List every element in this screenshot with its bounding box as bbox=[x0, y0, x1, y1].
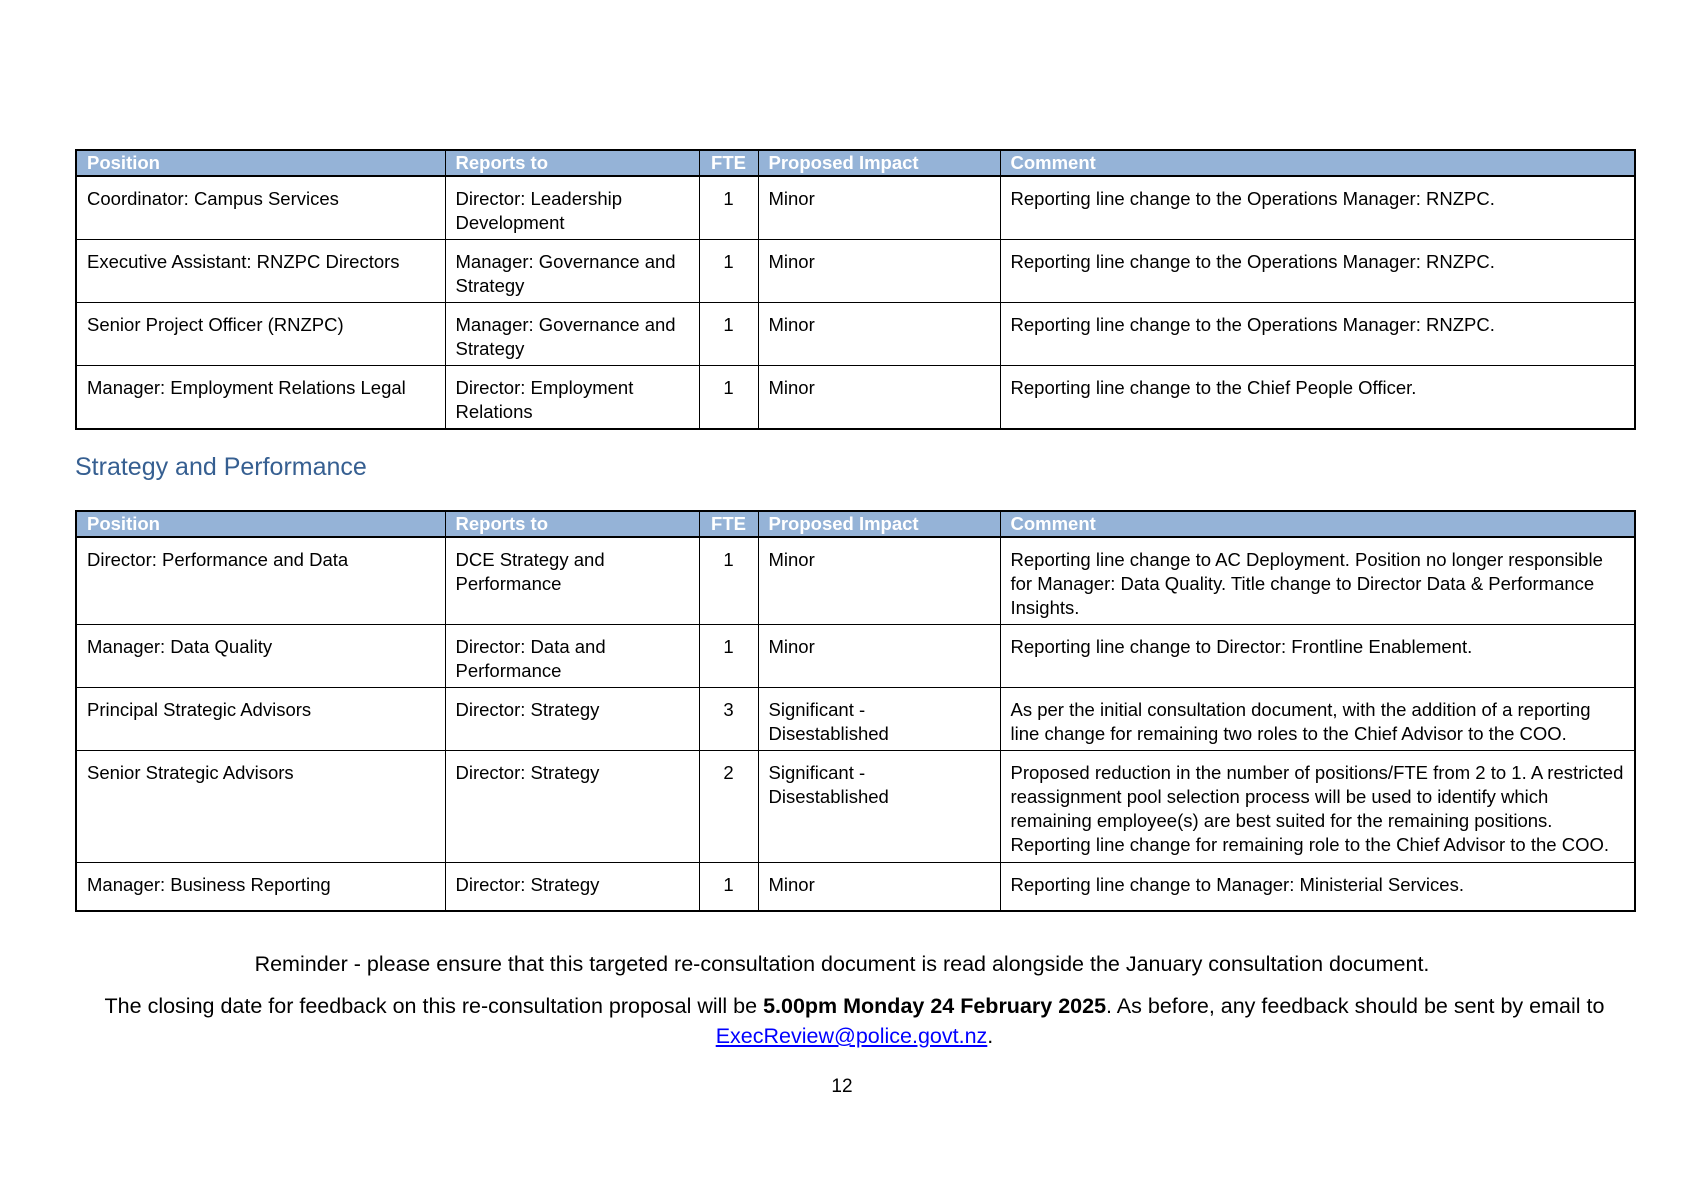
closing-prefix: The closing date for feedback on this re-consultation proposal will be bbox=[104, 994, 764, 1018]
cell-proposed-impact: Minor bbox=[758, 366, 1000, 430]
table-header-row bbox=[76, 511, 1635, 537]
cell-position: Principal Strategic Advisors bbox=[76, 688, 445, 751]
cell-fte: 2 bbox=[699, 751, 758, 863]
section-heading: Strategy and Performance bbox=[75, 453, 367, 481]
cell-proposed-impact: Minor bbox=[758, 176, 1000, 240]
cell-position: Manager: Employment Relations Legal bbox=[76, 366, 445, 430]
header-proposed-impact: Proposed Impact bbox=[758, 511, 1000, 537]
table-row bbox=[76, 688, 1635, 751]
cell-reports-to: Director: Strategy bbox=[445, 688, 699, 751]
header-comment: Comment bbox=[1000, 150, 1635, 176]
header-position: Position bbox=[76, 511, 445, 537]
reminder-text: Reminder - please ensure that this targeted re-consultation document is read alongside the January consultation document. bbox=[254, 952, 1430, 976]
cell-comment: Reporting line change to the Operations Manager: RNZPC. bbox=[1000, 303, 1635, 366]
cell-fte: 1 bbox=[699, 625, 758, 688]
table-row bbox=[76, 751, 1635, 863]
cell-comment: Reporting line change to AC Deployment. Position no longer responsible for Manager: Data Quality. Title change to Director Data & Performance Insights. bbox=[1000, 537, 1635, 625]
cell-position: Senior Project Officer (RNZPC) bbox=[76, 303, 445, 366]
cell-proposed-impact: Minor bbox=[758, 537, 1000, 625]
table-row bbox=[76, 537, 1635, 625]
header-reports-to: Reports to bbox=[445, 511, 699, 537]
cell-proposed-impact: Minor bbox=[758, 863, 1000, 911]
page-number: 12 bbox=[831, 1076, 853, 1097]
cell-fte: 1 bbox=[699, 863, 758, 911]
cell-comment: Reporting line change to Director: Frontline Enablement. bbox=[1000, 625, 1635, 688]
cell-reports-to: Director: Employment Relations bbox=[445, 366, 699, 430]
cell-proposed-impact: Minor bbox=[758, 303, 1000, 366]
cell-position: Director: Performance and Data bbox=[76, 537, 445, 625]
closing-date: 5.00pm Monday 24 February 2025 bbox=[763, 994, 1107, 1018]
header-proposed-impact: Proposed Impact bbox=[758, 150, 1000, 176]
closing-mid: . As before, any feedback should be sent by email to bbox=[1106, 994, 1605, 1018]
cell-proposed-impact: Minor bbox=[758, 625, 1000, 688]
header-fte: FTE bbox=[699, 511, 758, 537]
cell-position: Executive Assistant: RNZPC Directors bbox=[76, 240, 445, 303]
cell-comment: Reporting line change to the Operations Manager: RNZPC. bbox=[1000, 240, 1635, 303]
closing-suffix: . bbox=[987, 1024, 994, 1048]
positions-table-2 bbox=[75, 510, 1636, 912]
cell-position: Coordinator: Campus Services bbox=[76, 176, 445, 240]
cell-fte: 1 bbox=[699, 537, 758, 625]
table-row bbox=[76, 863, 1635, 911]
cell-reports-to: Director: Strategy bbox=[445, 863, 699, 911]
cell-proposed-impact: Minor bbox=[758, 240, 1000, 303]
table-row bbox=[76, 366, 1635, 430]
cell-fte: 1 bbox=[699, 240, 758, 303]
cell-comment: Reporting line change to Manager: Ministerial Services. bbox=[1000, 863, 1635, 911]
table-header-row bbox=[76, 150, 1635, 176]
cell-comment: Reporting line change to the Operations Manager: RNZPC. bbox=[1000, 176, 1635, 240]
cell-proposed-impact: Significant - Disestablished bbox=[758, 688, 1000, 751]
cell-comment: As per the initial consultation document, with the addition of a reporting line change for remaining two roles to the Chief Advisor to the COO. bbox=[1000, 688, 1635, 751]
table-row bbox=[76, 625, 1635, 688]
header-position: Position bbox=[76, 150, 445, 176]
cell-fte: 3 bbox=[699, 688, 758, 751]
table-row bbox=[76, 303, 1635, 366]
cell-reports-to: Director: Leadership Development bbox=[445, 176, 699, 240]
cell-reports-to: Manager: Governance and Strategy bbox=[445, 303, 699, 366]
email-link[interactable]: ExecReview@police.govt.nz bbox=[715, 1024, 988, 1048]
cell-position: Senior Strategic Advisors bbox=[76, 751, 445, 863]
cell-position: Manager: Data Quality bbox=[76, 625, 445, 688]
cell-reports-to: Director: Data and Performance bbox=[445, 625, 699, 688]
cell-reports-to: Manager: Governance and Strategy bbox=[445, 240, 699, 303]
cell-fte: 1 bbox=[699, 176, 758, 240]
table-row bbox=[76, 176, 1635, 240]
cell-reports-to: DCE Strategy and Performance bbox=[445, 537, 699, 625]
closing-paragraph bbox=[75, 991, 1634, 1051]
header-fte: FTE bbox=[699, 150, 758, 176]
header-comment: Comment bbox=[1000, 511, 1635, 537]
cell-fte: 1 bbox=[699, 366, 758, 430]
table-row bbox=[76, 240, 1635, 303]
cell-position: Manager: Business Reporting bbox=[76, 863, 445, 911]
header-reports-to: Reports to bbox=[445, 150, 699, 176]
cell-fte: 1 bbox=[699, 303, 758, 366]
cell-proposed-impact: Significant - Disestablished bbox=[758, 751, 1000, 863]
positions-table-1 bbox=[75, 149, 1636, 430]
cell-reports-to: Director: Strategy bbox=[445, 751, 699, 863]
cell-comment: Proposed reduction in the number of positions/FTE from 2 to 1. A restricted reassignment pool selection process will be used to identify which remaining employee(s) are best suited for the remaining positions. Reporting line change for remaining role to the Chief Advisor to the COO. bbox=[1000, 751, 1635, 863]
cell-comment: Reporting line change to the Chief People Officer. bbox=[1000, 366, 1635, 430]
